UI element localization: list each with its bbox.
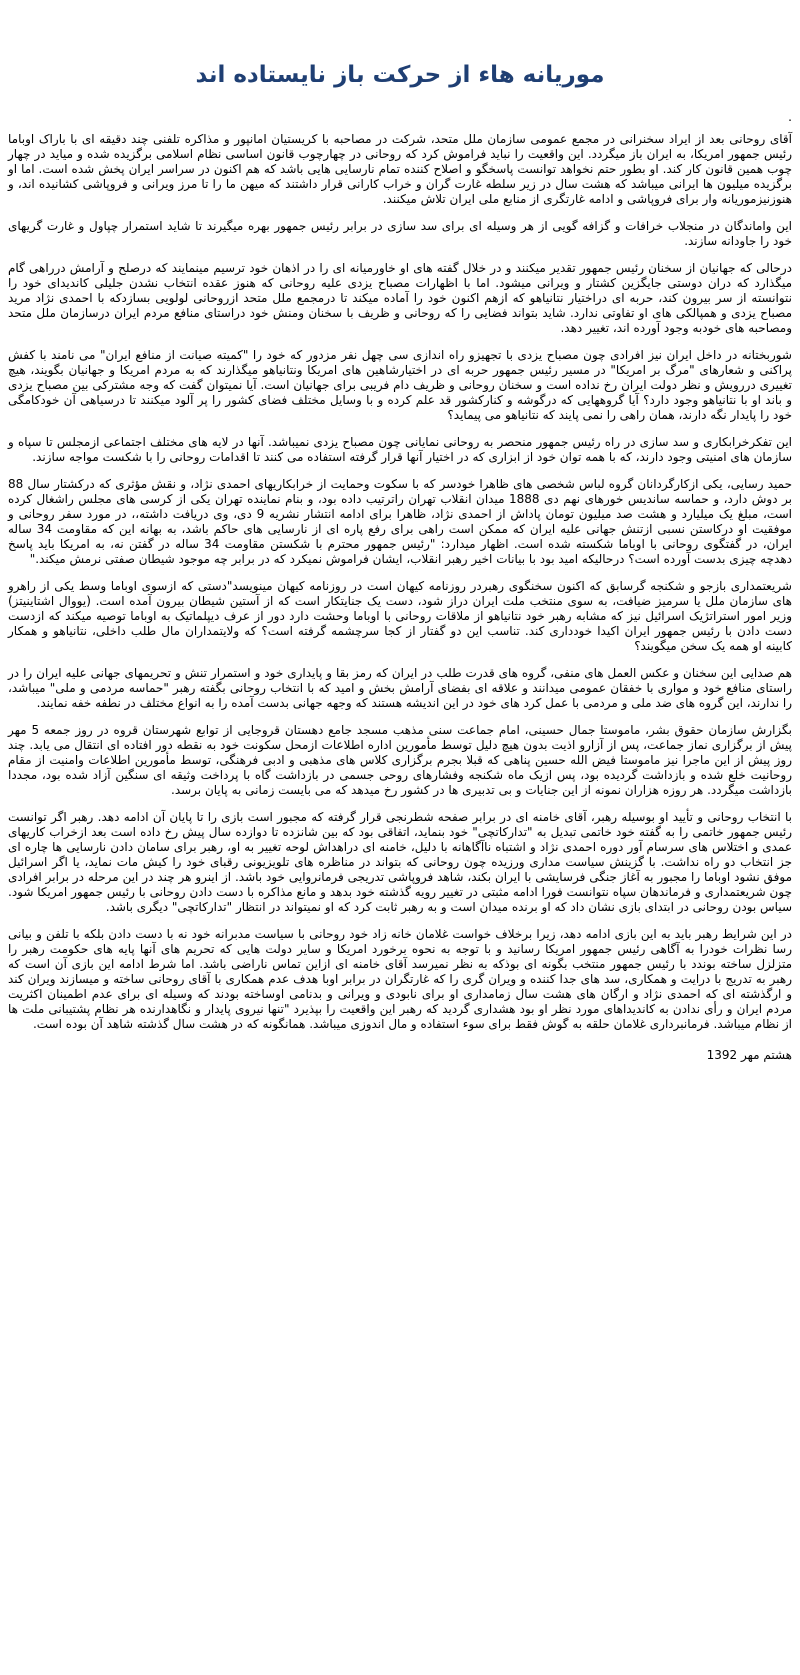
article-date: هشتم مهر 1392 — [706, 1048, 792, 1062]
article-paragraph: با انتخاب روحانی و تأیید او بوسیله رهبر، آقای خامنه ای در برابر صفحه شطرنجی قرار گرفته که مجبور است بازی را تا پایان آن ادامه دهد. رهبر اگر توانست رئیس جمهور خاتمی را به گفته خود خاتمی تبدیل به "تدارکاتچی" خود بنماید، اتفاقی بود که بین شانزده تا دوازده سال پیش رخ داده است بعد ازخراب کاریهای عمدی و اختلاس های سرسام آور دوره احمدی نژاد و اشتباه ناآگاهانه با دلیل، خامنه ای دراهداش لوحه تغییر به او، رهبر برای سامان دادن نارسایی ها چاره ای جز انتخاب دو راه نداشت. با گزینش سیاست مداری ورزیده چون روحانی که بتواند در مناظره های تلویزیونی رقبای خود را کیش مات نماید، یا اگر اسرائیل موفق نشود اوباما را مجبور به آغاز جنگی فرسایشی با ایران بکند، شاهد فروپاشی تدریجی فرمانروایی خود باشد. از اینرو هر چند در این مرحله در برابر افرادی چون شریعتمداری و فرماندهان سپاه نتوانست فورا ادامه مثبتی در تغییر رویه گذشته خود بدهد و مانع مذاکره با دست دادن روحانی با رئیس جمهور امریکا شود. سیاس بودن روحانی در ابتدای بازی نشان داد که او برنده میدان است و به رهبر ثابت کرد که او نمیتواند در انتظار "تدارکاتچی" دیگری باشد. — [8, 810, 792, 914]
article-paragraph: در این شرایط رهبر باید به این بازی ادامه دهد، زیرا برخلاف خواست غلامان خانه زاد خود روحانی با سیاست مدبرانه خود نه با دست دادن بلکه با تلفن و بیانی رسا نظرات خودرا به آگاهی رئیس جمهور امریکا رسانید و با توجه به نحوه برخورد امریکا و سایر دولت هایی که تحریم های آنها پایه های حکومت رهبر را متزلزل ساخته بوندد با رئیس جمهور منتخب بگونه ای بوذکه به نظر نمیرسد آقای خامنه ای ازاین تماس ناراضی باشد. اما شرط ادامه این بازی آن است که رهبر به تدریج با درایت و همکاری، سد های جدا کننده و ویران گری را که غارتگران در برابر اوبا هدف عدم همکاری با آقای روحانی ساخته و میسازند ویران کند و ارگذشته ای که احمدی نژاد و ارگان های هشت سال زمامداری او برای نابودی و ویرانی و بدنامی اوساخته بودند که وسیله ای برای عدم اطمینان اکثریت مردم ایران و رأی ندادن به کاندیداهای مورد نظر او بود هشداری گردید که رهبر این واقعیت را بپذیرد "تنها نیروی پایدار و نگاهدارنده هر نظام پشتیبانی ملت ها از نظام میباشد. فرمانبرداری غلامان حلقه به گوش فقط برای سوء استفاده و مال اندوزی میباشد. همانگونه که در هشت سال گذشته شاهد آن بوده است. — [8, 927, 792, 1031]
article-paragraph: شوربختانه در داخل ایران نیز افرادی چون مصباح یزدی با تجهیزو راه اندازی سی چهل نفر مزدور که خود را "کمیته صیانت از منافع ایران" می نامند با کفش پراکنی و شعارهای "مرگ بر امریکا" در مسیر رئیس جمهور حربه ای در اختیارشاهین های امریکا ونتانیاهو میگذارند که به مردم امریکا و جهانیان بگویند، هیچ تغییری دررویش و نظر دولت ایران رخ نداده است و سخنان روحانی و ظریف دام فریبی برای جهانیان است. آیا نمیتوان گفت که وجه مشترکی بین مصباح یزدی و باند او با نتانیاهو وجود دارد؟ آیا گروههایی که درگوشه و کنارکشور قد علم کرده و با وسایل مختلف فضای کشور را پر آلود میکنند تا درسیاهی آن خودکامگی خود را پایدار نگه دارند، همان راهی را نمی پایند که نتانیاهو می پیماید؟ — [8, 348, 792, 422]
article-paragraph: حمید رسایی، یکی ازکارگردانان گروه لباس شخصی های ظاهرا خودسر که با سکوت وحمایت از خرابکاریهای احمدی نژاد، و نقش مؤثری که درکشتار سال 88 بر دوش دارد، و حماسه ساندیس خورهای نهم دی 1888 میدان انقلاب تهران راترتیب داده بود، و بنام نماینده تهران یکی از کرسی های مجلس راشغال کرده است، مبلغ یک میلیارد و هشت صد میلیون تومان پاداش از احمدی نژاد، ظاهرا برای ادامه انتشار نشریه 9 دی، وی دریافت داشته،، در مورد سفر روحانی و موفقیت او درکاستن نسبی ازتنش جهانی علیه ایران که ممکن است راهی برای رفع پاره ای از نارسایی های حاکم باشد، به بهانه این که مقاومت 34 ساله ایران، در گفتگوی روحانی با اوباما شکسته شده است. اظهار میدارد: "رئیس جمهور محترم با شکستن مقاومت 34 ساله در گفتن نه، به امریکا باید پاسخ دهدچه چیزی بدست آورده است؟ درحالیکه امید بود با بیانات اخیر رهبر انقلاب، ایشان فراموش نمیکرد که در برابر چه موجود شیطان صفتی نرمش میکند." — [8, 477, 793, 566]
article-paragraph: هم صدایی این سخنان و عکس العمل های منفی، گروه های قدرت طلب در ایران که رمز بقا و پایداری خود و استمرار تنش و تحریمهای جهانی علیه ایران را در راستای منافع خود و مواری با خفقان عمومی میدانند و علاقه ای بفضای آرامش بخش و امید که با انتخاب روحانی بگفته رهبر "حماسه مردمی و ملی" میباشد، را ندارند، این گروه های ضد ملی و مردمی با عمل کرد های خود در این اندیشه هستند که وجهه جهانی بدست آمده را به انواع مختلف در نطفه خفه نمایند. — [8, 666, 792, 710]
article-title: موریانه هاء از حرکت باز نایستاده اند — [195, 62, 605, 88]
article-paragraph: آقای روحانی بعد از ایراد سخنرانی در مجمع عمومی سازمان ملل متحد، شرکت در مصاحبه با کریستیان امانپور و مذاکره تلفنی چند دقیقه ای با باراک اوباما رئیس جمهور امریکا، به ایران باز میگردد. این واقعیت را نباید فراموش کرد که روحانی در چهارچوب قانون اساسی نظام اسلامی برگزیده شده و میاید در چهار چوب همین قانون کار کند. او بطور حتم نخواهد توانست پاسخگو و اصلاح کننده تمام نارسایی هایی باشد که هم اکنون در سراسر ایران پخش شده است. اما او برگزیده میلیون ها ایرانی میباشد که هشت سال در زیر سلطه غارت گران و خراب کارانی قرار داشتند که میهن ما را تا مرز ویرانی و فروپاشی کشانیده اند، و هنوزنیزموریانه وار برای فروپاشی و ادامه غارتگری از منابع ملی ایران تلاش میکنند. — [8, 132, 792, 206]
separator-dot: . — [788, 110, 792, 124]
article-paragraph: این واماندگان در منجلاب خرافات و گزافه گویی از هر وسیله ای برای سد سازی در برابر رئیس جمهور بهره میگیرند تا شاید استمرار چپاول و غارت گریهای خود را جاودانه سازند. — [8, 219, 792, 248]
article-paragraph: این تفکرخرابکاری و سد سازی در راه رئیس جمهور منحصر به روحانی نمایانی چون مصباح یزدی نمیباشد. آنها در لایه های مختلف اجتماعی ازمجلس تا سپاه و سازمان های امنیتی وجود دارند، که با همه توان خود از ابزاری که در اختیار آنها قرار گرفته استفاده می کنند تا اقدامات روحانی را با شکست مواجه سازند. — [8, 435, 792, 464]
article-paragraph: بگزارش سازمان حقوق بشر، ماموستا جمال حسینی، امام جماعت سنی مذهب مسجد جامع دهستان قروجایی از توابع شهرستان قروه در روز جمعه 5 مهر پیش از برگزاری نماز جماعت، پس از آزارو اذیت بدون هیچ دلیل توسط مأمورین اداره اطلاعات ازمحل سکونت خود به نقطه دور افتاده ای انتقال می یابد. چند روز پیش از این ماجرا نیز ماموستا فیض الله حسین پناهی که قبلا بجرم برگزاری کلاس های مذهبی و ادبی فرهنگی، توسط مأمورین اطلاعات وامنیت از مقام روحانیت خلع شده و بازداشت گردیده بود، پس ازیک ماه شکنجه وفشارهای روحی جسمی در بازداشت گاه با پرداخت وثیقه ای سنگین آزاد شده بود، مجددا بازداشت میگردد. هر روزه هزاران نمونه از این جنایات و بی تدبیری ها در کشور رخ میدهد که می بایست زمانی به پایان برسد. — [8, 723, 792, 797]
article-paragraph: درحالی که جهانیان از سخنان رئیس جمهور تقدیر میکنند و در خلال گفته های او خاورمیانه ای را در اذهان خود ترسیم مینمایند که درصلح و آرامش درراهی گام میگذارد که دران دوستی جایگزین کشتار و ویرانی میشود. اما با اظهارات مصباح یزدی علیه روحانی که هنوز عقده انتخاب نشدن جلیلی کاندیدای خود را نتوانسته از سر بیرون کند، حربه ای دراختیار نتانیاهو که ازهم اکنون خود را آماده میکند تا درمجمع ملل متحد ازروحانی لولویی بسازدکه با احمدی نژاد مرید مصباح یزدی و همپالکی های او تفاوتی ندارد. شاید بتواند فضایی را که روحانی و ظریف با سخنان ومنش خود دراستای منافع مردم ایران درسازمان ملل متحد ومصاحبه های خودبه وجود آورده اند، تغییر دهد. — [8, 261, 792, 335]
article-paragraph: شریعتمداری بازجو و شکنجه گرسابق که اکنون سخنگوی رهبردر روزنامه کیهان است در روزنامه کیهان مینویسد"دستی که ازسوی اوباما وسط یکی از راهرو های سازمان ملل یا سرمیز ضیافت، به سوی منتخب ملت ایران دراز شود، دست یک جنایتکار است که از آستین شیطان بیرون آمده است. (یووال اشتاینیتز) وزیر امور استراتژیک اسرائیل نیز که مشابه رهبر خود نتانیاهو از ملاقات روحانی با اوباما وحشت دارد دور از عرف دیپلماتیک به اوباما توصیه میکند که ازدست دست دادن با رئیس جمهور ایران اکیدا خودداری کند. تناسب این دو گفتار از کجا سرچشمه گرفته است؟ که ولایتمداران مال طلب داخلی، نتانیاهو و همکار کابینه او همه یک سخن میگویند؟ — [8, 579, 792, 653]
